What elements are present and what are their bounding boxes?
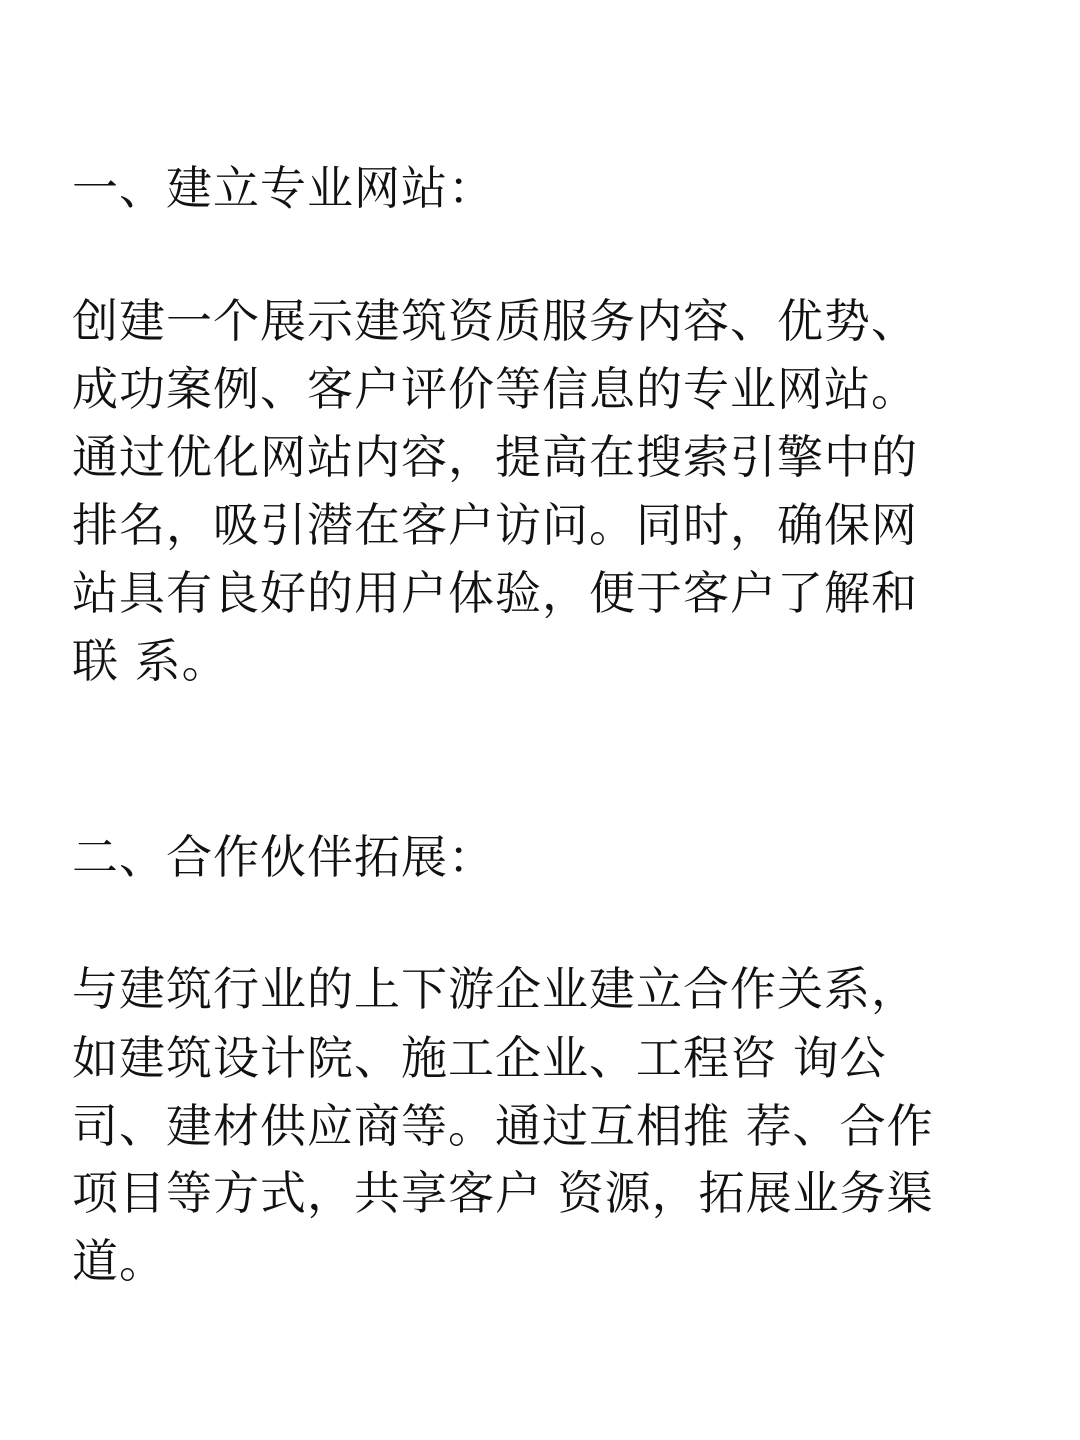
section-1-line-3: 通过优化网站内容，提高在搜索引擎中的 (72, 430, 918, 484)
section-1-line-6: 联 系。 (72, 634, 229, 688)
section-2-line-4: 项目等方式，共享客户 资源，拓展业务渠 (72, 1166, 934, 1220)
section-1-line-2: 成功案例、客户评价等信息的专业网站。 (72, 362, 918, 416)
section-2-line-2: 如建筑设计院、施工企业、工程咨 询公 (72, 1031, 887, 1085)
section-1-line-5: 站具有良好的用户体验，便于客户了解和 (72, 566, 918, 620)
section-2-line-5: 道。 (72, 1234, 166, 1288)
section-2-heading: 二、合作伙伴拓展： (72, 830, 495, 884)
section-2-line-1: 与建筑行业的上下游企业建立合作关系， (72, 962, 918, 1016)
section-1-line-1: 创建一个展示建筑资质服务内容、优势、 (72, 294, 918, 348)
section-1-heading: 一、建立专业网站： (72, 161, 495, 215)
section-2-line-3: 司、建材供应商等。通过互相推 荐、合作 (72, 1099, 934, 1153)
section-1-line-4: 排名，吸引潜在客户访问。同时，确保网 (72, 498, 918, 552)
